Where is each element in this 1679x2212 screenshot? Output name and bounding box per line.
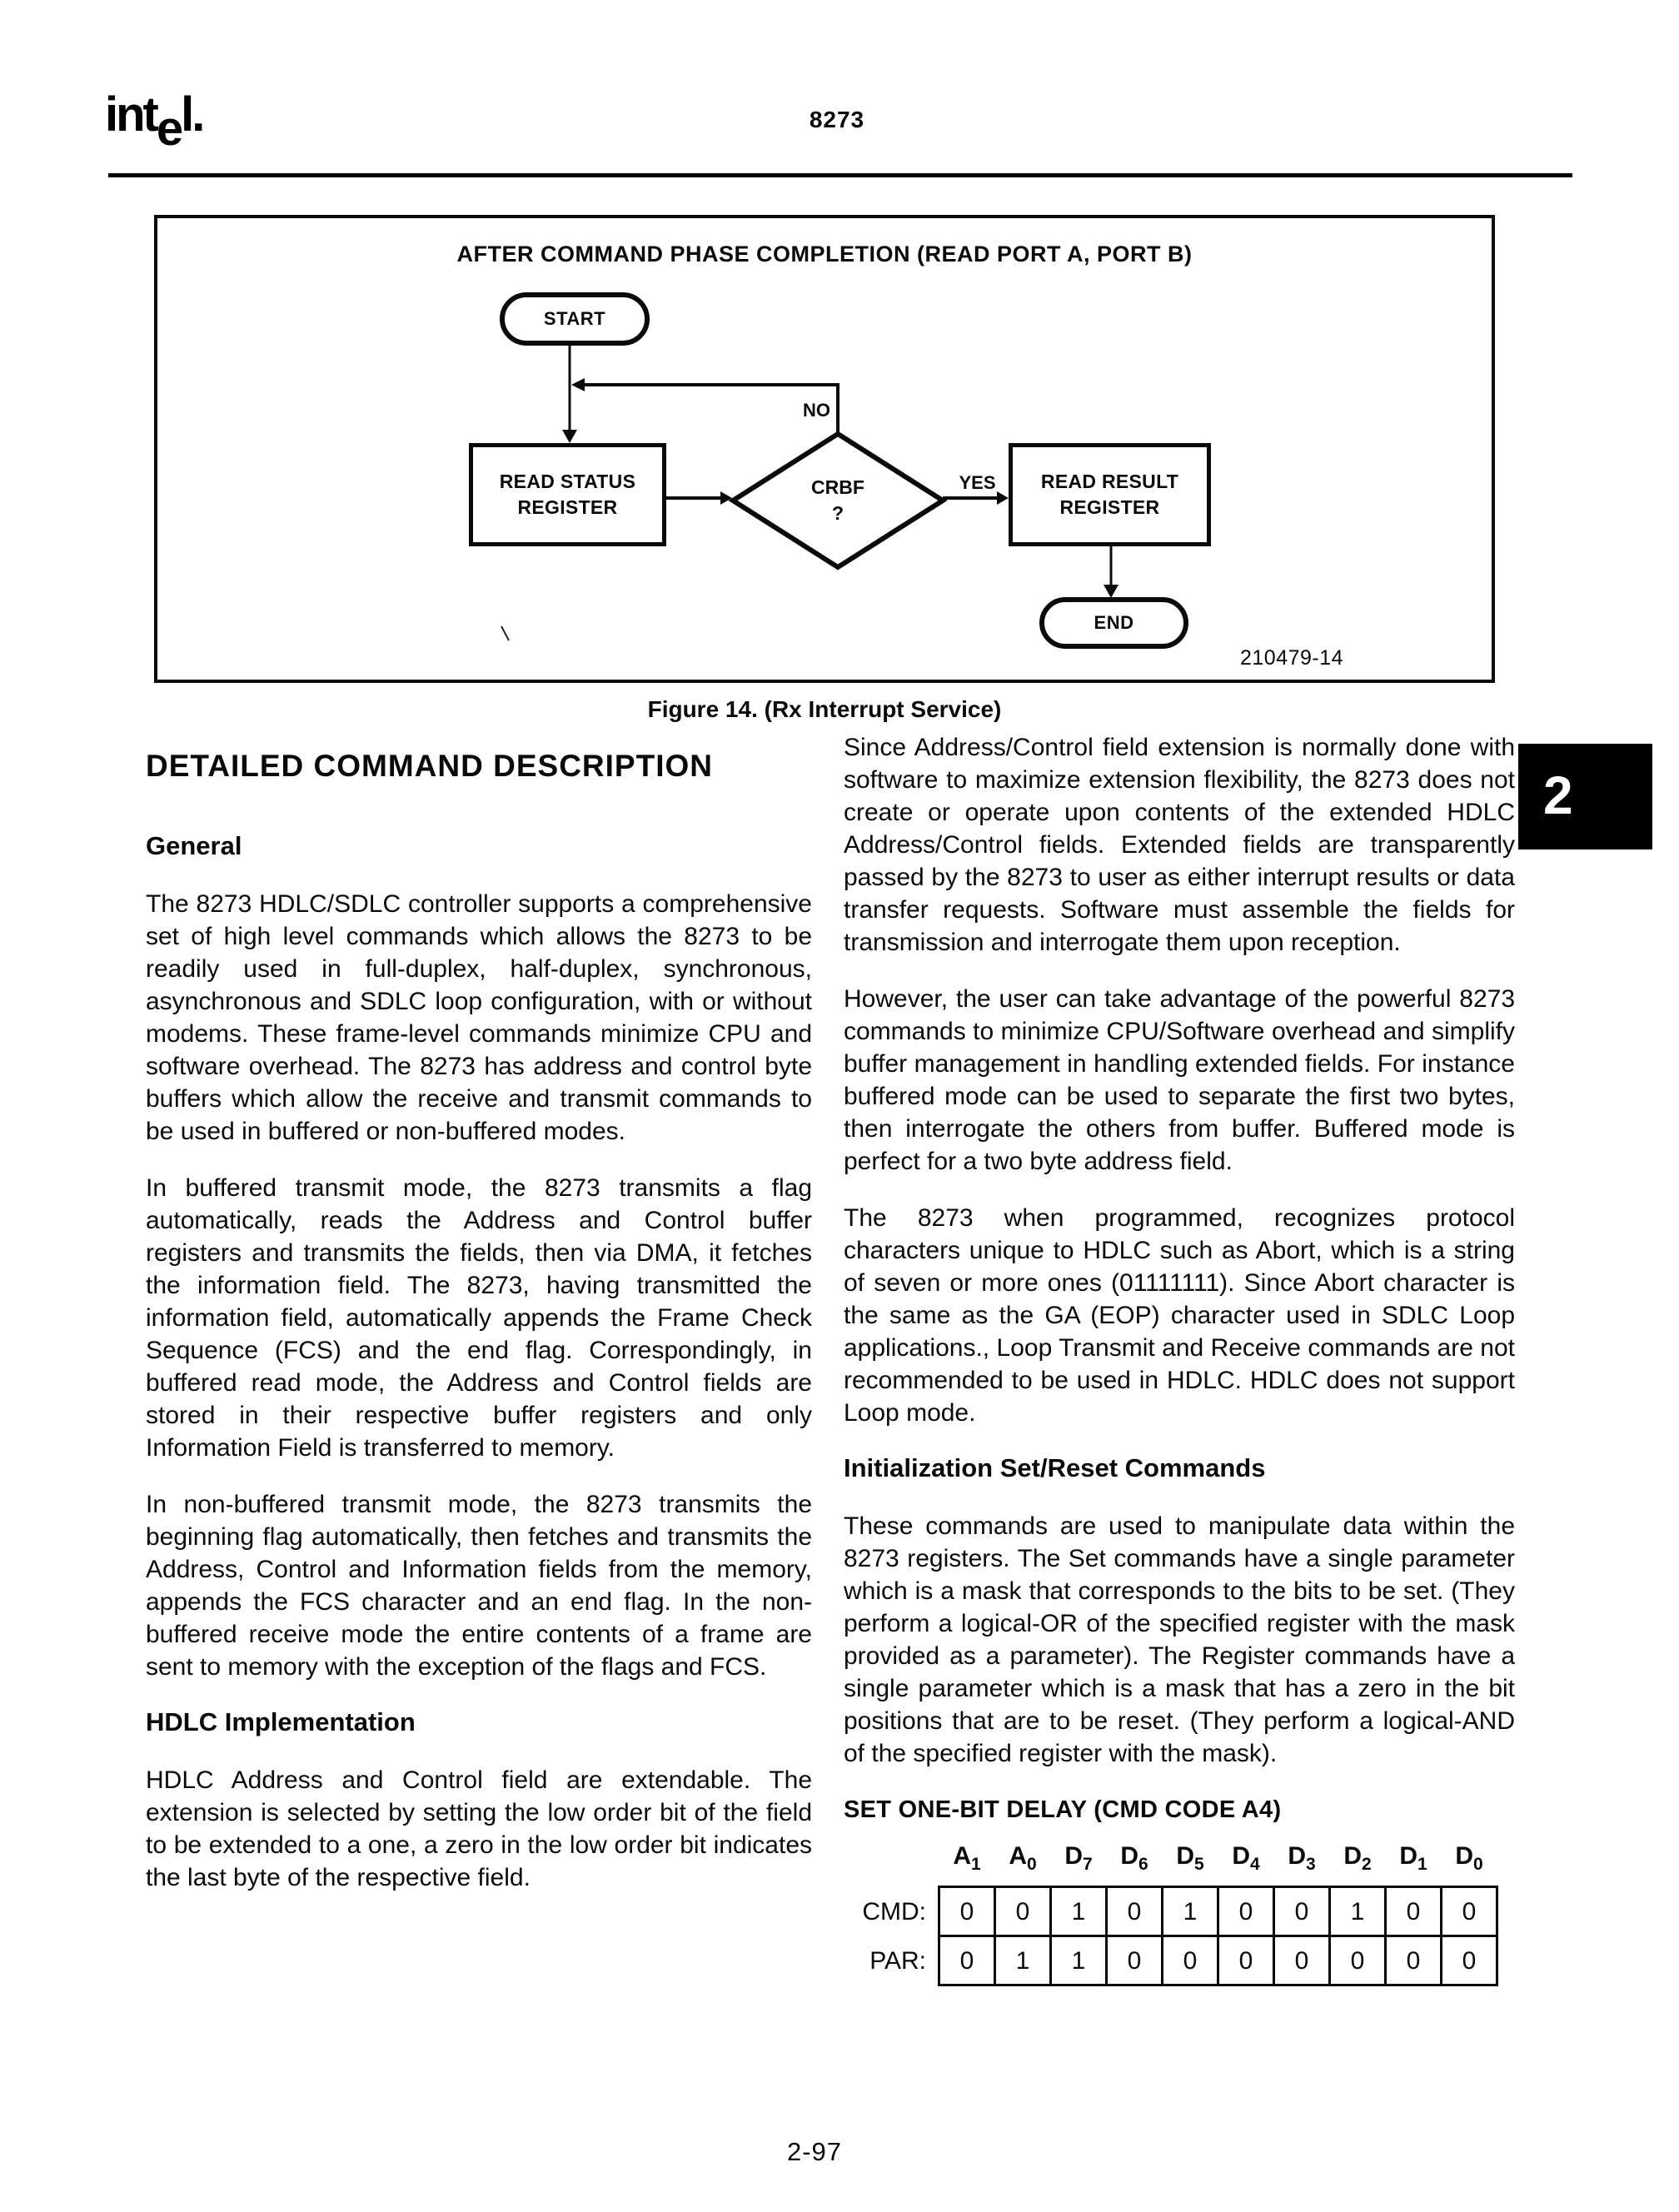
paragraph: These commands are used to manipulate data within the 8273 registers. The Set commands have a single parameter which is a mask that corresponds to the bits to be set. (They perform a logical-OR of the specified register with the mask provided as a parameter). The Register commands have a single parameter which is a mask that has a zero in the bit positions that are to be reset. (They perform a logical-AND of the specified register with the mask). <box>844 1512 1515 1767</box>
intel-logo <box>105 87 203 156</box>
bit-cell: 1 <box>1051 1887 1107 1936</box>
bit-column-header: $A_1$ <box>953 1842 981 1874</box>
paragraph: In buffered transmit mode, the 8273 transmits a flag automatically, reads the Address and Control buffer registers and transmits the fields, then via DMA, it fetches the information field. The 8273, having transmitted the information field, automatically appends the Frame Check Sequence (FCS) and the end flag. Correspondingly, in buffered read mode, the Address and Control fields are stored in their respective buffer registers and only Information Field is transferred to memory. <box>146 1174 812 1462</box>
bit-cell: 0 <box>1218 1887 1274 1936</box>
bit-cell: 0 <box>939 1887 995 1936</box>
decision-line1: CRBF <box>811 476 864 498</box>
bit-cell: 0 <box>1163 1936 1218 1985</box>
read-status-line2: REGISTER <box>517 496 618 518</box>
bit-column-header: $D_6$ <box>1120 1842 1148 1874</box>
subheading-initialization-set-reset-commands: Initialization Set/Reset Commands <box>844 1453 1266 1482</box>
bit-column-header: $D_3$ <box>1288 1842 1316 1874</box>
logo-text-post: l. <box>181 87 203 142</box>
bit-table-row-cmd <box>845 1887 1497 1936</box>
bit-cell: 0 <box>1274 1887 1330 1936</box>
bit-cell: 0 <box>1442 1936 1497 1985</box>
bit-table-corner <box>845 1840 939 1887</box>
bit-column-header: $D_1$ <box>1399 1842 1427 1874</box>
bit-column-header: $D_4$ <box>1232 1842 1260 1874</box>
end-node: END <box>1039 597 1188 649</box>
no-branch-label: NO <box>803 400 830 421</box>
bit-cell: 0 <box>1107 1936 1163 1985</box>
chapter-tab: 2 <box>1518 744 1652 849</box>
bit-column-header: $D_7$ <box>1064 1842 1093 1874</box>
flowchart-title: AFTER COMMAND PHASE COMPLETION (READ PORT A, PORT B) <box>456 242 1193 267</box>
command-table-heading: SET ONE-BIT DELAY (CMD CODE A4) <box>844 1796 1282 1823</box>
section-heading-detailed-command-description: DETAILED COMMAND DESCRIPTION <box>146 749 713 783</box>
paragraph: In non-buffered transmit mode, the 8273 transmits the beginning flag automatically, then fetches and transmits the Address, Control and Information fields from the memory, appends the FCS character and an end flag. In the non-buffered receive mode the entire contents of a frame are sent to memory with the exception of the flags and FCS. <box>146 1491 812 1681</box>
read-result-line2: REGISTER <box>1059 496 1160 518</box>
row-label-par: PAR: <box>869 1946 926 1975</box>
figure-caption: Figure 14. (Rx Interrupt Service) <box>647 696 1002 722</box>
bit-table-row-par <box>845 1936 1497 1985</box>
drawing-number: 210479-14 <box>1240 646 1344 670</box>
header-divider <box>108 173 1572 177</box>
bit-cell: 1 <box>1163 1887 1218 1936</box>
page-number: 2-97 <box>786 2137 843 2166</box>
bit-column-header: $A_0$ <box>1009 1842 1037 1874</box>
bit-cell: 0 <box>1386 1887 1442 1936</box>
subheading-general: General <box>146 831 242 860</box>
read-result-node <box>1009 443 1211 546</box>
paragraph: Since Address/Control field extension is normally done with software to maximize extension flexibility, the 8273 does not create or operate upon contents of the extended HDLC Address/Control fields. Extended fields are transparently passed by the 8273 to user as either interrupt results or data transfer requests. Software must assemble the fields for transmission and interrogate them upon reception. <box>844 734 1515 956</box>
bit-cell: 1 <box>1051 1936 1107 1985</box>
bit-cell: 0 <box>1386 1936 1442 1985</box>
read-status-line1: READ STATUS <box>499 471 636 492</box>
row-label-cmd: CMD: <box>862 1897 926 1926</box>
figure-panel <box>154 215 1495 683</box>
bit-table-header-row <box>845 1840 1497 1887</box>
decision-line2: ? <box>831 502 844 524</box>
bit-cell: 0 <box>995 1887 1051 1936</box>
paragraph: The 8273 HDLC/SDLC controller supports a comprehensive set of high level commands which allows the 8273 to be readily used in full-duplex, half-duplex, synchronous, asynchronous and SDLC loop configuration, with or without modems. These frame-level commands minimize CPU and software overhead. The 8273 has address and control byte buffers which allow the receive and transmit commands to be used in buffered or non-buffered modes. <box>146 890 812 1145</box>
flowchart-connectors-graphic <box>157 218 1492 680</box>
bit-cell: 0 <box>1442 1887 1497 1936</box>
bit-cell: 0 <box>1218 1936 1274 1985</box>
start-node: START <box>500 292 650 346</box>
subheading-hdlc-implementation: HDLC Implementation <box>146 1707 416 1736</box>
bit-cell: 1 <box>1330 1887 1386 1936</box>
read-result-line1: READ RESULT <box>1040 471 1179 492</box>
yes-branch-label: YES <box>959 472 996 493</box>
right-column <box>844 731 1515 1986</box>
part-number-title: 8273 <box>809 107 865 132</box>
bit-column-header: $D_5$ <box>1176 1842 1204 1874</box>
bit-cell: 0 <box>1330 1936 1386 1985</box>
decision-node-label <box>780 475 896 526</box>
bit-cell: 0 <box>1107 1887 1163 1936</box>
paragraph: The 8273 when programmed, recognizes protocol characters unique to HDLC such as Abort, which is a string of seven or more ones (01111111). Since Abort character is the same as the GA (EOP) character used in SDLC Loop applications., Loop Transmit and Receive commands are not recommended to be used in HDLC. HDLC does not support Loop mode. <box>844 1204 1515 1427</box>
bit-table <box>844 1840 1515 1986</box>
read-status-node <box>469 443 666 546</box>
logo-dropped-e: e <box>156 102 182 156</box>
bit-column-header: $D_0$ <box>1455 1842 1483 1874</box>
bit-cell: 0 <box>939 1936 995 1985</box>
bit-column-header: $D_2$ <box>1343 1842 1372 1874</box>
paragraph: HDLC Address and Control field are extendable. The extension is selected by setting the low order bit of the field to be extended to a one, a zero in the low order bit indicates the last byte of the respective field. <box>146 1766 812 1891</box>
paragraph: However, the user can take advantage of the powerful 8273 commands to minimize CPU/Software overhead and simplify buffer management in handling extended fields. For instance buffered mode can be used to separate the first two bytes, then interrogate the others from buffer. Buffered mode is perfect for a two byte address field. <box>844 985 1515 1175</box>
bit-cell: 0 <box>1274 1936 1330 1985</box>
bit-cell: 1 <box>995 1936 1051 1985</box>
logo-text-pre: int <box>105 87 157 142</box>
left-column <box>146 750 812 1918</box>
